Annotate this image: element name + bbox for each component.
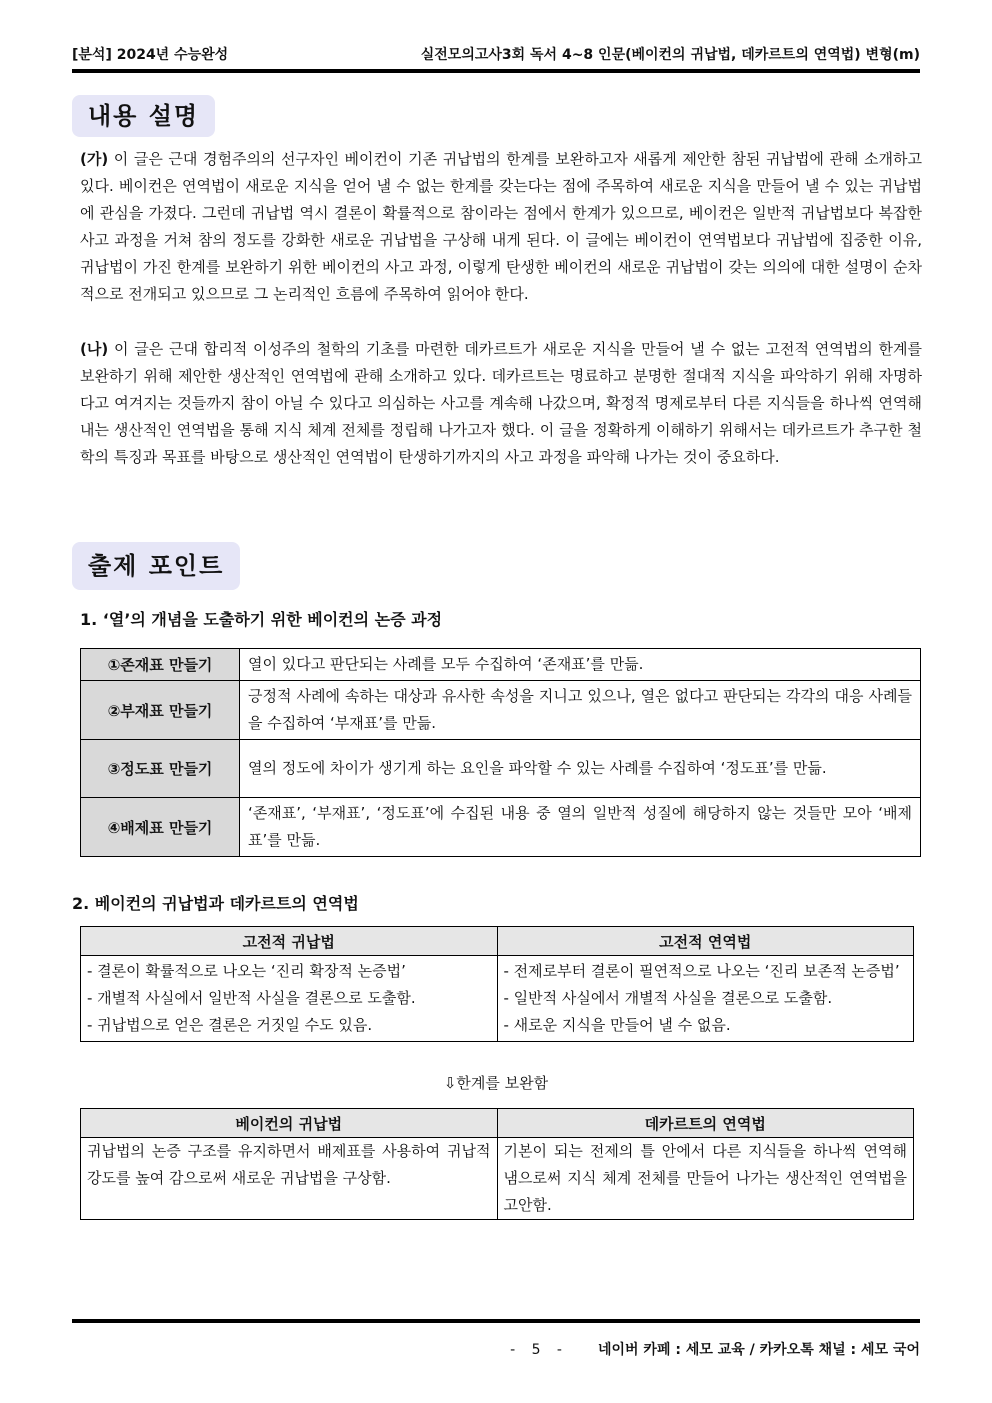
list-item: - 전제로부터 결론이 필연적으로 나오는 ‘진리 보존적 논증법’ (503, 962, 900, 980)
paragraph-na (80, 336, 922, 471)
section-title-content: 내용 설명 (72, 95, 215, 137)
list-item: - 귀납법으로 얻은 결론은 거짓일 수도 있음. (87, 1016, 373, 1034)
table-row (81, 1138, 914, 1220)
step-desc: 열의 정도에 차이가 생기게 하는 요인을 파악할 수 있는 사례를 수집하여 ‘정도표’를 만듦. (240, 740, 921, 798)
step-label: ③정도표 만들기 (81, 740, 240, 798)
step-label: ②부재표 만들기 (81, 681, 240, 740)
section-title-points: 출제 포인트 (72, 542, 240, 590)
subheading-2: 2. 베이컨의 귀납법과 데카르트의 연역법 (72, 894, 359, 913)
classic-induction-cell (81, 956, 498, 1042)
list-item: - 일반적 사실에서 개별적 사실을 결론으로 도출함. (503, 989, 833, 1007)
list-item: - 개별적 사실에서 일반적 사실을 결론으로 도출함. (87, 989, 416, 1007)
bacon-induction-cell: 귀납법의 논증 구조를 유지하면서 배제표를 사용하여 귀납적 강도를 높여 감으로써 새로운 귀납법을 구상함. (81, 1138, 498, 1220)
classic-methods-table (80, 926, 914, 1042)
table-header-row (81, 1109, 914, 1138)
table-row (81, 798, 921, 857)
paragraph-na-text: 이 글은 근대 합리적 이성주의 철학의 기초를 마련한 데카르트가 새로운 지식을 만들어 낼 수 없는 고전적 연역법의 한계를 보완하기 위해 제안한 생산적인 연역법에 관해 소개하고 있다. 데카르트는 명료하고 분명한 절대적 지식을 파악하기 위해 자명하다고 여겨지는 것들까지 참이 아닐 수 있다고 의심하는 사고를 계속해 나갔으며, 확정적 명제로부터 다른 지식들을 하나씩 연역해 내는 생산적인 연역법을 통해 지식 체계 전체를 정립해 나가고자 했다. 이 글을 정확하게 이해하기 위해서는 데카르트가 추구한 철학의 특징과 목표를 바탕으로 생산적인 연역법이 탄생하기까지의 사고 과정을 파악해 나가는 것이 중요하다. (80, 340, 922, 466)
supplement-arrow-caption: ⇩한계를 보완함 (443, 1074, 549, 1092)
paragraph-ga (80, 146, 922, 308)
page-header (72, 44, 920, 64)
list-item: - 결론이 확률적으로 나오는 ‘진리 확장적 논증법’ (87, 962, 406, 980)
improved-methods-table (80, 1108, 914, 1220)
footer-text: 네이버 카페 : 세모 교육 / 카카오톡 채널 : 세모 국어 (597, 1342, 920, 1358)
step-desc: ‘존재표’, ‘부재표’, ‘정도표’에 수집된 내용 중 열의 일반적 성질에 해당하지 않는 것들만 모아 ‘배제표’를 만듦. (240, 798, 921, 857)
paragraph-ga-label: (가) (80, 150, 109, 168)
header-left: [분석] 2024년 수능완성 (72, 47, 229, 63)
header-rule (72, 69, 920, 73)
footer-rule (72, 1319, 920, 1323)
descartes-deduction-cell: 기본이 되는 전제의 틀 안에서 다른 지식들을 하나씩 연역해 냄으로써 지식 체계 전체를 만들어 나가는 생산적인 연역법을 고안함. (497, 1138, 914, 1220)
bacon-steps-table (80, 648, 921, 857)
table-header-row (81, 927, 914, 956)
step-desc: 긍정적 사례에 속하는 대상과 유사한 속성을 지니고 있으나, 열은 없다고 판단되는 각각의 대응 사례들을 수집하여 ‘부재표’를 만듦. (240, 681, 921, 740)
descartes-deduction-header: 데카르트의 연역법 (497, 1109, 914, 1138)
step-label: ①존재표 만들기 (81, 649, 240, 681)
step-desc: 열이 있다고 판단되는 사례를 모두 수집하여 ‘존재표’를 만듦. (240, 649, 921, 681)
page-footer (510, 1339, 920, 1359)
table-row (81, 681, 921, 740)
classic-deduction-cell (497, 956, 914, 1042)
table-row (81, 649, 921, 681)
list-item: - 새로운 지식을 만들어 낼 수 없음. (503, 1016, 731, 1034)
classic-deduction-header: 고전적 연역법 (497, 927, 914, 956)
classic-induction-header: 고전적 귀납법 (81, 927, 498, 956)
paragraph-na-label: (나) (80, 340, 109, 358)
step-label: ④배제표 만들기 (81, 798, 240, 857)
paragraph-ga-text: 이 글은 근대 경험주의의 선구자인 베이컨이 기존 귀납법의 한계를 보완하고자 새롭게 제안한 참된 귀납법에 관해 소개하고 있다. 베이컨은 연역법이 새로운 지식을 얻어 낼 수 없는 한계를 갖는다는 점에 주목하여 새로운 지식을 만들어 낼 수 있는 귀납법에 관심을 가졌다. 그런데 귀납법 역시 결론이 확률적으로 참이라는 점에서 한계가 있으므로, 베이컨은 일반적 귀납법보다 복잡한 사고 과정을 거쳐 참의 정도를 강화한 새로운 귀납법을 구상해 내게 된다. 이 글에는 베이컨이 연역법보다 귀납법에 집중한 이유, 귀납법이 가진 한계를 보완하기 위한 베이컨의 사고 과정, 이렇게 탄생한 베이컨의 새로운 귀납법이 갖는 의의에 대한 설명이 순차적으로 전개되고 있으므로 그 논리적인 흐름에 주목하여 읽어야 한다. (80, 150, 922, 303)
subheading-1: 1. ‘열’의 개념을 도출하기 위한 베이컨의 논증 과정 (80, 610, 443, 629)
table-row (81, 740, 921, 798)
bacon-induction-header: 베이컨의 귀납법 (81, 1109, 498, 1138)
header-right: 실전모의고사3회 독서 4~8 인문(베이컨의 귀납법, 데카르트의 연역법) 변형(m) (420, 47, 920, 63)
page-number: - 5 - (510, 1342, 568, 1358)
table-row (81, 956, 914, 1042)
